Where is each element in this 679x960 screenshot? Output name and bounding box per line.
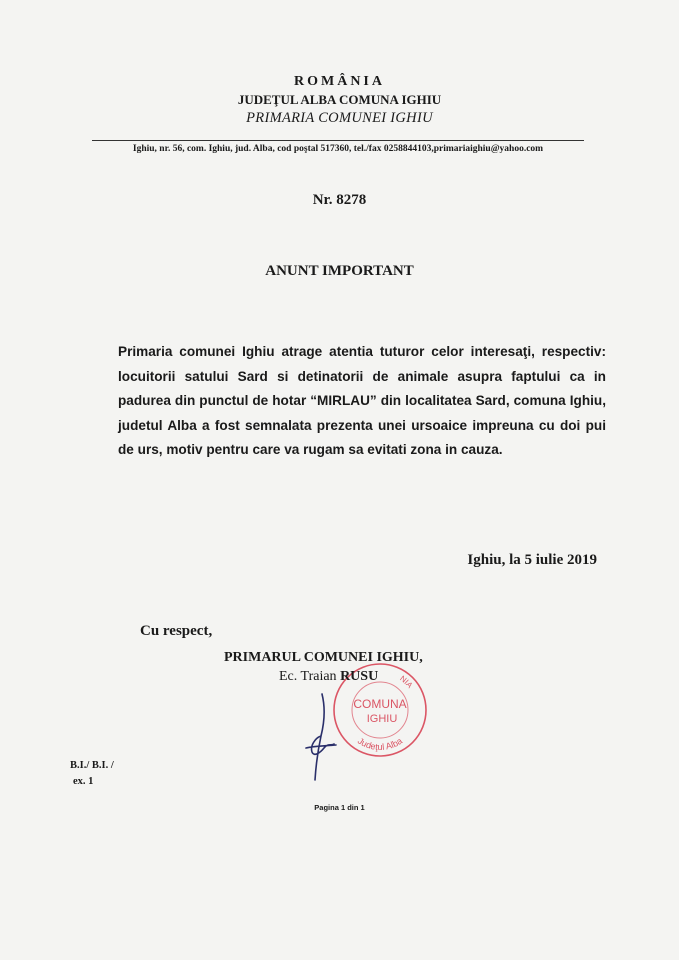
page-number: Pagina 1 din 1 bbox=[314, 803, 365, 812]
announcement-body bbox=[118, 340, 606, 463]
reference-block bbox=[70, 758, 114, 790]
reference-line-1: B.I./ B.I. / bbox=[70, 760, 114, 771]
header-country: ROMÂNIA bbox=[294, 74, 385, 89]
stamp-line2: IGHIU bbox=[366, 713, 398, 725]
stamp-line1: COMUNA bbox=[353, 697, 407, 711]
document-title: ANUNT IMPORTANT bbox=[265, 263, 414, 279]
header-divider bbox=[92, 140, 584, 141]
announcement-text: Primaria comunei Ighiu atrage atentia tuturor celor interesaţi, respectiv: locuitorii satului Sard si detinatorii de animale asupra faptului ca in padurea din punctul de hotar “MIRLAU” din localitatea Sard, comuna Ighiu, judetul Alba a fost semnalata prezenta unei ursoaice impreuna cu doi pui de urs, motiv pentru care va rugam sa evitati zona in cauza. bbox=[118, 344, 606, 457]
handwritten-signature bbox=[300, 690, 340, 790]
header-office: PRIMARIA COMUNEI IGHIU bbox=[246, 110, 433, 126]
signatory-surname: RUSU bbox=[340, 669, 379, 684]
document-date: Ighiu, la 5 iulie 2019 bbox=[467, 552, 597, 568]
signatory-name bbox=[279, 669, 378, 685]
stamp-bottom-text: Judeţul Alba bbox=[355, 735, 405, 752]
document-number: Nr. 8278 bbox=[312, 192, 367, 208]
reference-line-2: ex. 1 bbox=[73, 776, 94, 787]
header-address: Ighiu, nr. 56, com. Ighiu, jud. Alba, cod poştal 517360, tel./fax 0258844103,primariaighiu@yahoo.com bbox=[132, 144, 544, 154]
stamp-top-text: NIA bbox=[398, 673, 415, 690]
signatory-name-prefix: Ec. Traian bbox=[279, 669, 341, 684]
signatory-role: PRIMARUL COMUNEI IGHIU, bbox=[224, 650, 423, 665]
header-county-commune: JUDEŢUL ALBA COMUNA IGHIU bbox=[237, 92, 442, 107]
closing-text: Cu respect, bbox=[140, 623, 213, 639]
